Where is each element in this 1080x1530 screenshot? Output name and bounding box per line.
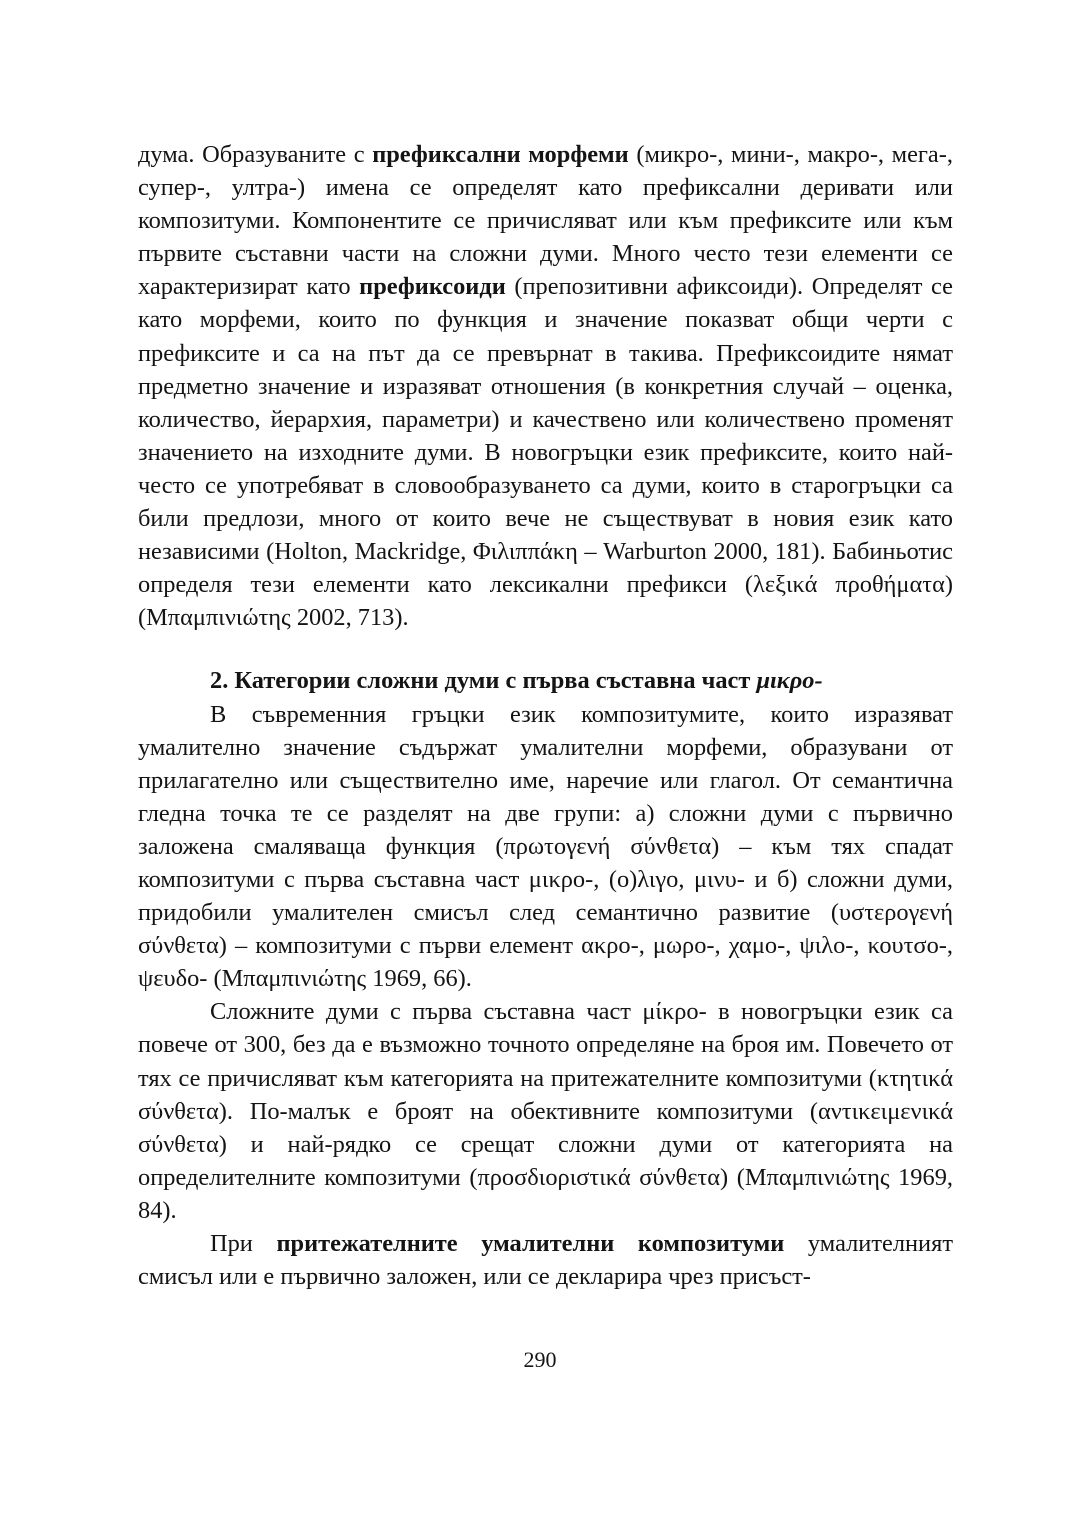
term-possessive-diminutive-compounds: притежателните умалителни композитуми — [276, 1230, 785, 1257]
paragraph-4-text-a: При — [210, 1230, 277, 1257]
term-prefixoids: префиксоиди — [359, 273, 506, 301]
paragraph-4-text-b: умалителният смисъл или е първично заложен, или се декларира чрез присъст- — [138, 1230, 953, 1291]
paragraph-1-text-c: (препозитивни афиксоиди). Определят се като морфеми, които по функция и значение показват общи черти с префиксите и са на път да се превърнат в такива. Префиксоидите нямат предметно значение и изразяват отношения (в конкретния случай – оценка, количество, йерархия, параметри) и качествено или количествено променят значението на изходните думи. В новогръцки език префиксите, които най-често се употребяват в словообразуването са думи, които в старогръцки са били предлози, много от които вече не съществуват в новия език като независими (Holton, Mackridge, Φιλιππάκη – Warburton 2000, 181). Бабиньотис определя тези елементи като лексикални префикси (λεξικά προθήματα) (Μπαμπινιώτης 2002, 713). — [138, 273, 953, 632]
paragraph-3 — [138, 995, 953, 1227]
paragraph-1-text-b: (микро-, мини-, макро-, мега-, супер-, ултра-) имена се определят като префиксални деривати или композитуми. Компонентите се причисляват или към префиксите или към първите съставни части на сложни думи. Много често тези елементи се характеризират като — [138, 141, 953, 301]
paragraph-2 — [138, 698, 953, 996]
paragraph-2-text: В съвременния гръцки език композитумите, които изразяват умалително значение съдържат умалителни морфеми, образувани от прилагателно или съществително име, наречие или глагол. От семантична гледна точка те се разделят на две групи: а) сложни думи с първично заложена смаляваща функция (πρωτογενή σύνθετα) – към тях спадат композитуми с първа съставна част μικρο-, (ο)λιγο, μινυ- и б) сложни думи, придобили умалителен смисъл след семантично развитие (υστερογενή σύνθετα) – композитуми с първи елемент ακρο-, μωρο-, χαμο-, ψιλο-, κουτσο-, ψευδο- (Μπαμπινιώτης 1969, 66). — [138, 700, 953, 993]
page-number: 290 — [523, 1347, 557, 1372]
term-prefixal-morphemes: префиксални морфеми — [372, 141, 629, 168]
section-heading-term: μικρο- — [756, 667, 823, 695]
section-heading-text: 2. Категории сложни думи с първа съставна част — [210, 667, 757, 695]
paragraph-1 — [138, 138, 953, 634]
page-body — [138, 138, 953, 1293]
paragraph-1-text-a: дума. Образуваните с — [138, 141, 373, 168]
paragraph-3-text: Сложните думи с първа съставна част μίκρο- в новогръцки език са повече от 300, без да е възможно точното определяне на броя им. Повечето от тях се причисляват към категорията на притежателните композитуми (κτητικά σύνθετα). По-малък е броят на обективните композитуми (αντικειμενικά σύνθετα) и най-рядко се срещат сложни думи от категорията на определителните композитуми (προσδιοριστικά σύνθετα) (Μπαμπινιώτης 1969, 84). — [138, 998, 953, 1224]
section-heading — [138, 664, 953, 697]
paragraph-4 — [138, 1227, 953, 1293]
